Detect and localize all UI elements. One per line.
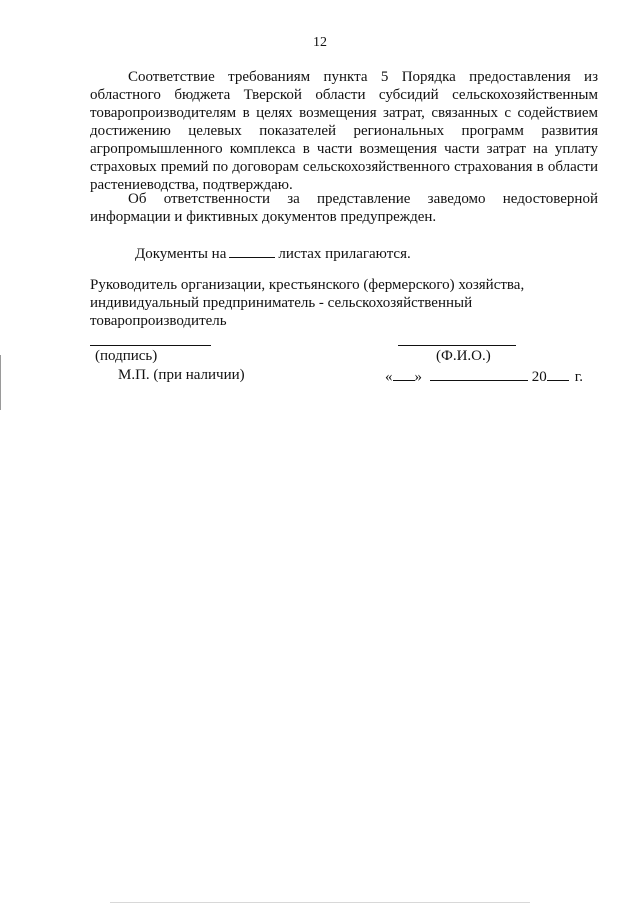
documents-before-text: Документы на xyxy=(135,246,227,262)
scan-edge-mark xyxy=(0,355,1,410)
documents-after-text: листах прилагаются. xyxy=(278,246,411,262)
documents-attached-line xyxy=(135,243,535,263)
signatory-line-2: индивидуальный предприниматель - сельскохозяйственный xyxy=(90,295,473,311)
signature-line xyxy=(90,345,211,346)
date-open-quote: « xyxy=(385,369,393,385)
fio-label: (Ф.И.О.) xyxy=(436,348,491,364)
responsibility-paragraph: Об ответственности за представление заведомо недостоверной информации и фиктивных документов предупрежден. xyxy=(90,191,598,225)
stamp-label: М.П. (при наличии) xyxy=(118,367,245,383)
date-day-blank xyxy=(393,366,415,381)
date-month-blank xyxy=(430,366,528,381)
signature-label: (подпись) xyxy=(95,348,158,364)
signatory-line-3: товаропроизводитель xyxy=(90,313,227,329)
compliance-paragraph: Соответствие требованиям пункта 5 Порядка предоставления из областного бюджета Тверской области субсидий сельскохозяйственным товаропроизводителям в целях возмещения затрат, связанных с содействием достижению целевых показателей региональных программ развития агропромышленного комплекса в части возмещения части затрат на уплату страховых премий по договорам сельскохозяйственного страхования в области растениеводства, подтверждаю. xyxy=(90,69,598,193)
fio-line xyxy=(398,345,516,346)
signatory-line-1: Руководитель организации, крестьянского (фермерского) хозяйства, xyxy=(90,277,525,293)
date-year-prefix: 20 xyxy=(531,369,547,385)
sheet-count-blank xyxy=(229,243,275,258)
signatory-block xyxy=(90,276,610,330)
page-number: 12 xyxy=(313,35,327,50)
date-close-quote: » xyxy=(414,369,422,385)
bottom-edge-mark xyxy=(110,902,530,903)
date-field xyxy=(385,366,583,386)
date-year-blank xyxy=(547,366,569,381)
date-year-suffix: г. xyxy=(574,369,583,385)
